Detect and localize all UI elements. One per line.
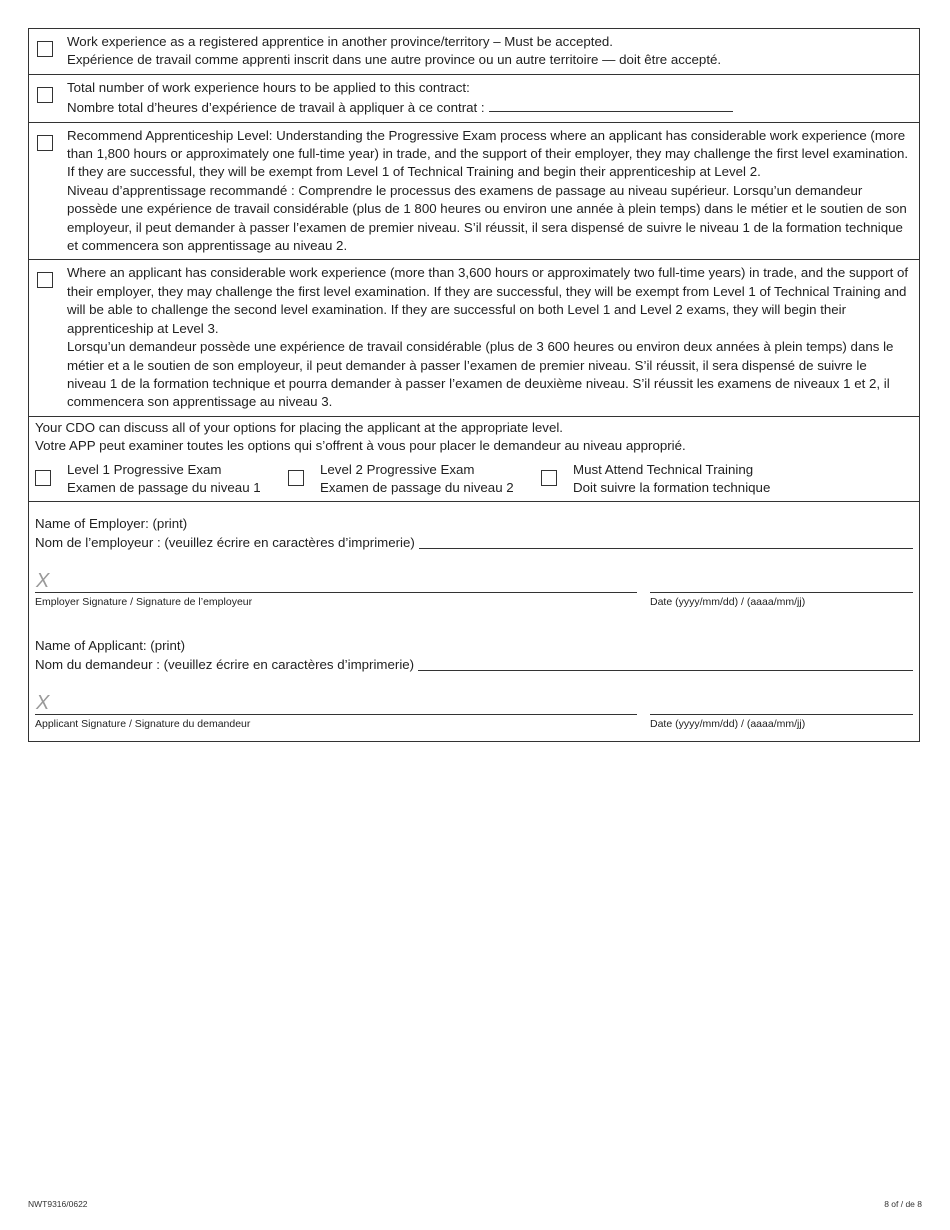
application-form <box>28 28 920 742</box>
option-label-en: Level 2 Progressive Exam <box>320 461 475 477</box>
row-text-en: Work experience as a registered apprentice in another province/territory – Must be accepted. <box>67 34 613 49</box>
option-label-en: Must Attend Technical Training <box>573 461 754 477</box>
row-total-hours <box>29 75 919 123</box>
options-intro-en: Your CDO can discuss all of your options for placing the applicant at the appropriate level. <box>35 419 563 435</box>
employer-name-label-fr: Nom de l’employeur : (veuillez écrire en caractères d’imprimerie) <box>35 534 415 550</box>
row-recommend-level-3 <box>29 260 919 416</box>
applicant-name-field[interactable] <box>418 656 913 671</box>
checkbox-recommend-level-3[interactable] <box>37 272 53 288</box>
applicant-signature-label: Applicant Signature / Signature du demandeur <box>35 717 251 730</box>
option-level-1-exam <box>35 461 288 498</box>
applicant-name-label-fr: Nom du demandeur : (veuillez écrire en caractères d’imprimerie) <box>35 656 415 672</box>
row-text-en: Where an applicant has considerable work experience (more than 3,600 hours or approximately two full-time years) in trade, and the support of their employer, they may challenge the first level examination. If they are successful, they will be exempt from Level 1 of Technical Training and will be able to challenge the second level examination. If they are successful on both Level 1 and Level 2 exams, they will begin their apprenticeship at Level 3. <box>67 265 909 336</box>
signature-x-icon: X <box>36 691 50 714</box>
applicant-date-field[interactable] <box>650 692 913 715</box>
total-hours-field[interactable] <box>489 97 733 112</box>
row-work-experience-other-province <box>29 29 919 75</box>
checkbox-work-experience-other-province[interactable] <box>37 41 53 57</box>
employer-name-label-en: Name of Employer: (print) <box>35 516 188 532</box>
option-label-fr: Examen de passage du niveau 2 <box>320 479 514 495</box>
signature-x-icon: X <box>36 570 50 593</box>
option-label-fr: Examen de passage du niveau 1 <box>67 479 261 495</box>
row-text-en: Recommend Apprenticeship Level: Understanding the Progressive Exam process where an applicant has considerable work experience (more than 1,800 hours or approximately one full-time year) in trade, and the support of their employer, they may challenge the first level examination. If they are successful, they will be exempt from Level 1 of Technical Training and begin their apprenticeship at Level 2. <box>67 127 909 180</box>
option-label-fr: Doit suivre la formation technique <box>573 479 771 495</box>
employer-name-field[interactable] <box>419 534 913 549</box>
checkbox-total-hours[interactable] <box>37 87 53 103</box>
signature-section <box>29 502 919 741</box>
applicant-signature-field[interactable] <box>35 692 637 715</box>
options-intro-fr: Votre APP peut examiner toutes les options qui s’offrent à vous pour placer le demandeur au niveau approprié. <box>35 438 686 454</box>
employer-date-field[interactable] <box>650 570 913 593</box>
checkbox-recommend-level-2[interactable] <box>37 135 53 151</box>
placement-options <box>29 417 919 503</box>
applicant-date-label: Date (yyyy/mm/dd) / (aaaa/mm/jj) <box>650 717 806 730</box>
option-level-2-exam <box>288 461 541 498</box>
option-label-en: Level 1 Progressive Exam <box>67 461 222 477</box>
employer-date-label: Date (yyyy/mm/dd) / (aaaa/mm/jj) <box>650 596 806 609</box>
checkbox-technical-training[interactable] <box>541 470 557 486</box>
employer-signature-field[interactable] <box>35 570 637 593</box>
row-text-en: Total number of work experience hours to be applied to this contract: <box>67 79 470 95</box>
form-id: NWT9316/0622 <box>28 1199 88 1209</box>
row-text-fr: Niveau d’apprentissage recommandé : Comprendre le processus des examens de passage au niveau supérieur. Lorsqu’un demandeur possède une expérience de travail considérable (plus de 1 800 heures ou environ une année à plein temps) dans le métier et le soutien de son employeur, il peut demander à passer l’examen de premier niveau. S’il réussit, il sera dispensé de suivre le niveau 1 de la formation technique et commencera son apprentissage au niveau 2. <box>67 182 907 254</box>
checkbox-level-1-exam[interactable] <box>35 470 51 486</box>
checkbox-level-2-exam[interactable] <box>288 470 304 486</box>
row-recommend-level-2 <box>29 123 919 261</box>
option-technical-training <box>541 461 794 498</box>
row-text-fr: Nombre total d’heures d’expérience de travail à appliquer à ce contrat : <box>67 100 485 116</box>
applicant-name-label-en: Name of Applicant: (print) <box>35 638 186 654</box>
employer-signature-label: Employer Signature / Signature de l’employeur <box>35 596 253 609</box>
row-text-fr: Lorsqu’un demandeur possède une expérience de travail considérable (plus de 3 600 heures ou environ deux années à plein temps) dans le métier et a le soutien de son employeur, il peut demander à passer l’examen de premier niveau. S’il réussit, il sera dispensé de suivre le niveau 1 de la formation technique et pourra demander à passer l’examen de deuxième niveau. S’il réussit les examens de niveaux 1 et 2, il commencera son apprentissage au niveau 3. <box>67 339 894 410</box>
row-text-fr: Expérience de travail comme apprenti inscrit dans une autre province ou un autre territoire — doit être accepté. <box>67 52 722 68</box>
page-number: 8 of / de 8 <box>884 1199 922 1209</box>
